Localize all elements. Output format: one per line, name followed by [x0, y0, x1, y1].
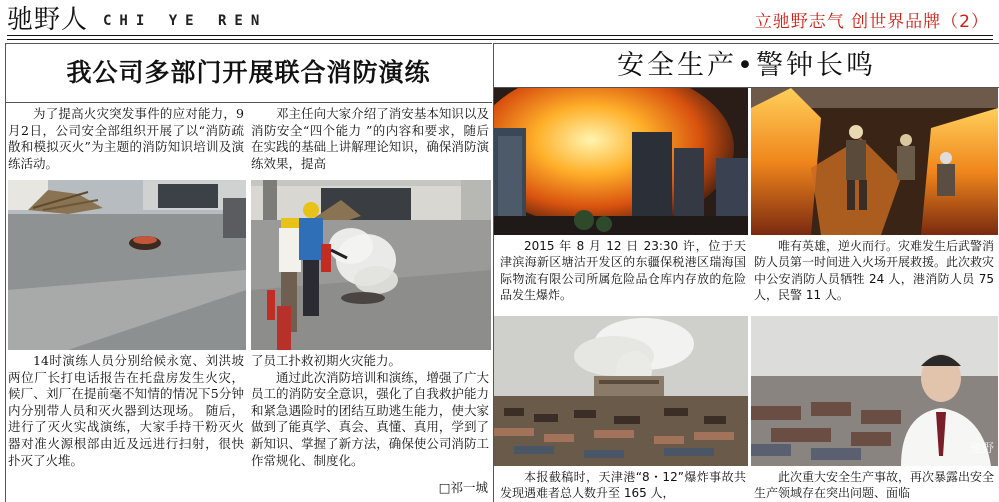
left-col1-bottom-text: 14时演练人员分别给候永宽、刘洪坡两位厂长打电话报告在托盘房发生火灾，候厂、刘厂在提前毫不知情的情况下5分钟内分别带人员和灭火器到达现场。 随后，进行了灭火实战演练，大家手持干粉灭火器对准火源根部由近及远进行扫射，很快扑灭了火堆。 [8, 353, 244, 468]
left-col1-top-text: 为了提高火灾突发事件的应对能力，9月2日，公司安全部组织开展了以“消防疏散和模拟灭火”为主题的消防知识培训及演练活动。 [8, 106, 244, 171]
caption-firefighters-text: 唯有英雄，逆火而行。灾难发生后武警消防人员第一时间进入火场开展救援。此次救灾中公安消防人员牺牲 24 人，港消防人员 75 人，民警 11 人。 [754, 239, 995, 303]
brand-latin: CHI YE REN [103, 13, 268, 29]
left-article-title: 我公司多部门开展联合消防演练 [66, 58, 431, 87]
firefighters-photo [751, 88, 998, 235]
left-col1-top [8, 106, 244, 172]
caption-aftermath-text: 本报截稿时，天津港“8・12”爆炸事故共发现遇难者总人数升至 165 人， [500, 470, 746, 501]
caption-aftermath [500, 469, 746, 502]
explosion-photo [494, 88, 748, 235]
caption-official [754, 469, 994, 502]
masthead-rule-second [7, 39, 993, 40]
author-credit: □祁一城 [438, 480, 488, 495]
left-col2-top [251, 106, 489, 172]
left-col2-bottom-cont: 了员工扑救初期火灾能力。 [251, 353, 402, 368]
caption-explosion-text: 2015 年 8 月 12 日 23:30 许，位于天津滨海新区塘沽开发区的东疆保税港区瑞海国际物流有限公司所属危险品仓库内存放的危险品发生爆炸。 [500, 239, 746, 303]
drill-yard-photo [8, 180, 246, 350]
left-article-header [5, 43, 492, 103]
photo-watermark: 驰野 [969, 441, 994, 455]
masthead-rule [7, 35, 993, 36]
slogan: 立驰野志气 创世界品牌（2） [754, 12, 989, 32]
caption-explosion [500, 238, 746, 304]
caption-official-text: 此次重大安全生产事故，再次暴露出安全生产领域存在突出问题、面临 [754, 470, 995, 501]
left-col2-bottom-text: 通过此次消防培训和演练，增强了广大员工的消防安全意识，强化了自我救护能力和紧急遇险时的团结互助逃生能力，使大家做到了能真学、真会、真懂、真用，学到了新知识、掌握了新方法，确保使公司消防工作常规化、制度化。 [251, 369, 489, 468]
aftermath-photo [494, 316, 748, 466]
left-col2-top-text: 邓主任向大家介绍了消安基本知识以及消防安全“四个能力 ”的内容和要求，随后在实践的基础上讲解理论知识，确保消防演练效果，提高 [251, 106, 489, 171]
right-article-title: 安全生产•警钟长鸣 [617, 50, 876, 81]
left-col2-bottom [251, 353, 489, 469]
caption-firefighters [754, 238, 994, 304]
extinguisher-drill-photo [251, 180, 491, 350]
brand-title: 驰野人 [7, 5, 89, 35]
left-col1-bottom [8, 353, 244, 469]
right-article-header [494, 43, 999, 88]
official-inspection-photo [751, 316, 998, 466]
